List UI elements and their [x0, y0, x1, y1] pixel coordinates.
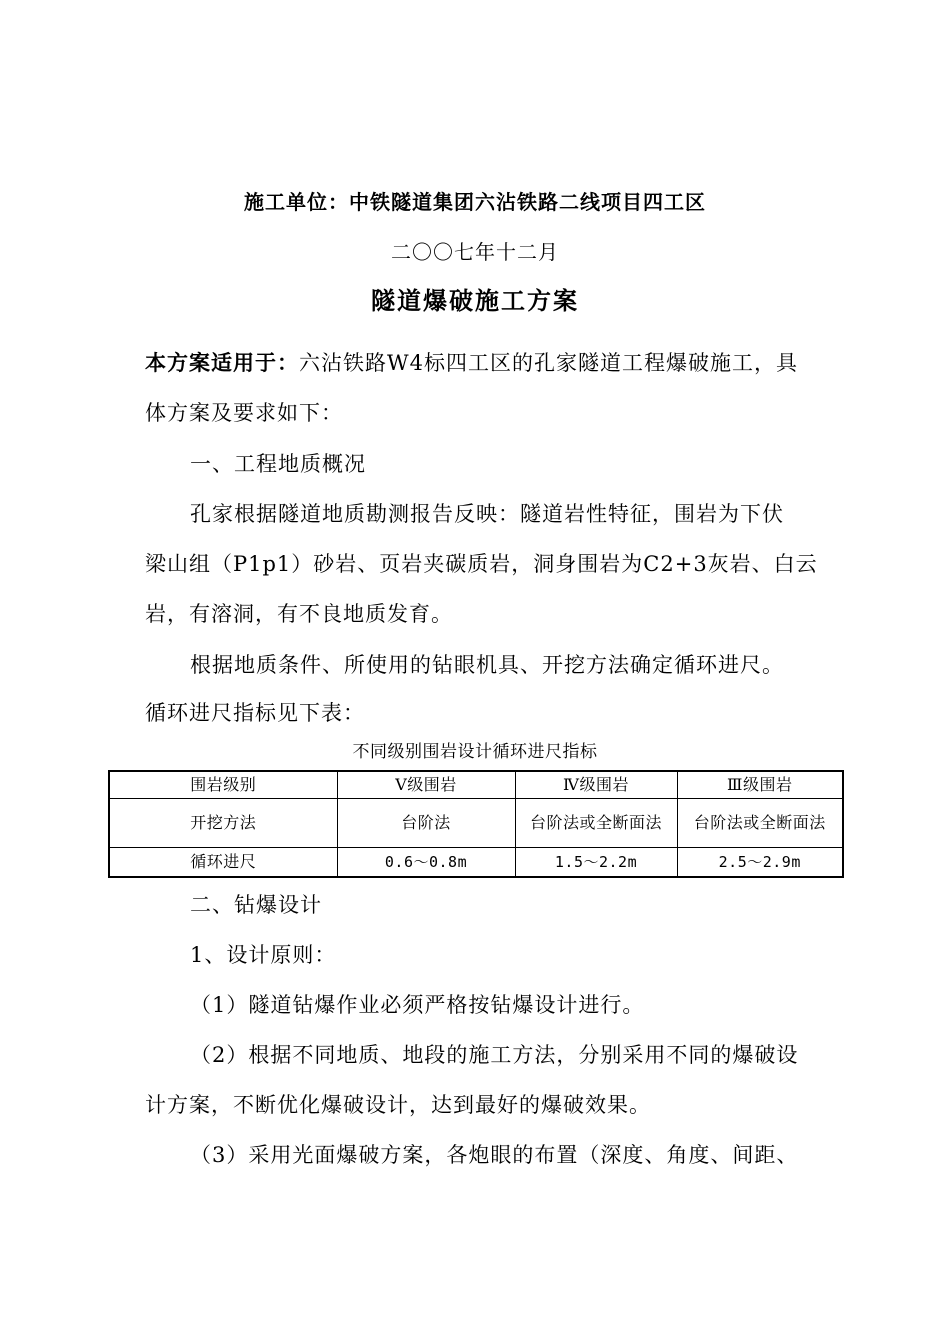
advance-spec-table [108, 770, 844, 878]
table-cell: 1.5～2.2m [515, 848, 677, 878]
table-row [109, 848, 843, 878]
intro-line-1 [145, 348, 798, 378]
table-cell: 0.6～0.8m [337, 848, 515, 878]
table-cell: 台阶法 [337, 799, 515, 848]
section-heading-geology: 一、工程地质概况 [190, 452, 366, 476]
table-cell: 循环进尺 [109, 848, 337, 878]
design-principles-heading: 1、设计原则： [190, 943, 337, 967]
geology-para-line-1: 孔家根据隧道地质勘测报告反映：隧道岩性特征，围岩为下伏 [190, 502, 784, 526]
table-header-row [109, 771, 843, 799]
geology-para-line-3: 岩，有溶洞，有不良地质发育。 [145, 602, 453, 626]
principle-item-2-line-2: 计方案，不断优化爆破设计，达到最好的爆破效果。 [145, 1093, 651, 1117]
construction-unit: 施工单位：中铁隧道集团六沾铁路二线项目四工区 [244, 190, 706, 214]
intro-text-1: 六沾铁路W4标四工区的孔家隧道工程爆破施工，具 [299, 351, 798, 375]
table-cell: 开挖方法 [109, 799, 337, 848]
intro-line-2: 体方案及要求如下： [145, 401, 343, 425]
table-cell: 台阶法或全断面法 [677, 799, 843, 848]
section-heading-drilling: 二、钻爆设计 [190, 893, 322, 917]
principle-item-2-line-1: （2）根据不同地质、地段的施工方法，分别采用不同的爆破设 [190, 1043, 799, 1067]
geology-para-line-2: 梁山组（P1p1）砂岩、页岩夹碳质岩，洞身围岩为C2+3灰岩、白云 [145, 552, 818, 576]
table-header-cell: Ⅳ级围岩 [515, 771, 677, 799]
document-date: 二〇〇七年十二月 [391, 240, 559, 264]
table-row [109, 799, 843, 848]
advance-para-line-2: 循环进尺指标见下表： [145, 701, 365, 725]
table-header-cell: Ⅲ级围岩 [677, 771, 843, 799]
table-header-cell: 围岩级别 [109, 771, 337, 799]
principle-item-1: （1）隧道钻爆作业必须严格按钻爆设计进行。 [190, 993, 645, 1017]
document-title: 隧道爆破施工方案 [371, 286, 579, 315]
table-header-cell: Ⅴ级围岩 [337, 771, 515, 799]
table-cell: 台阶法或全断面法 [515, 799, 677, 848]
intro-label: 本方案适用于： [145, 350, 299, 375]
table-cell: 2.5～2.9m [677, 848, 843, 878]
table-caption: 不同级别围岩设计循环进尺指标 [352, 742, 598, 762]
principle-item-3: （3）采用光面爆破方案，各炮眼的布置（深度、角度、间距、 [190, 1143, 799, 1167]
advance-para-line-1: 根据地质条件、所使用的钻眼机具、开挖方法确定循环进尺。 [190, 653, 784, 677]
